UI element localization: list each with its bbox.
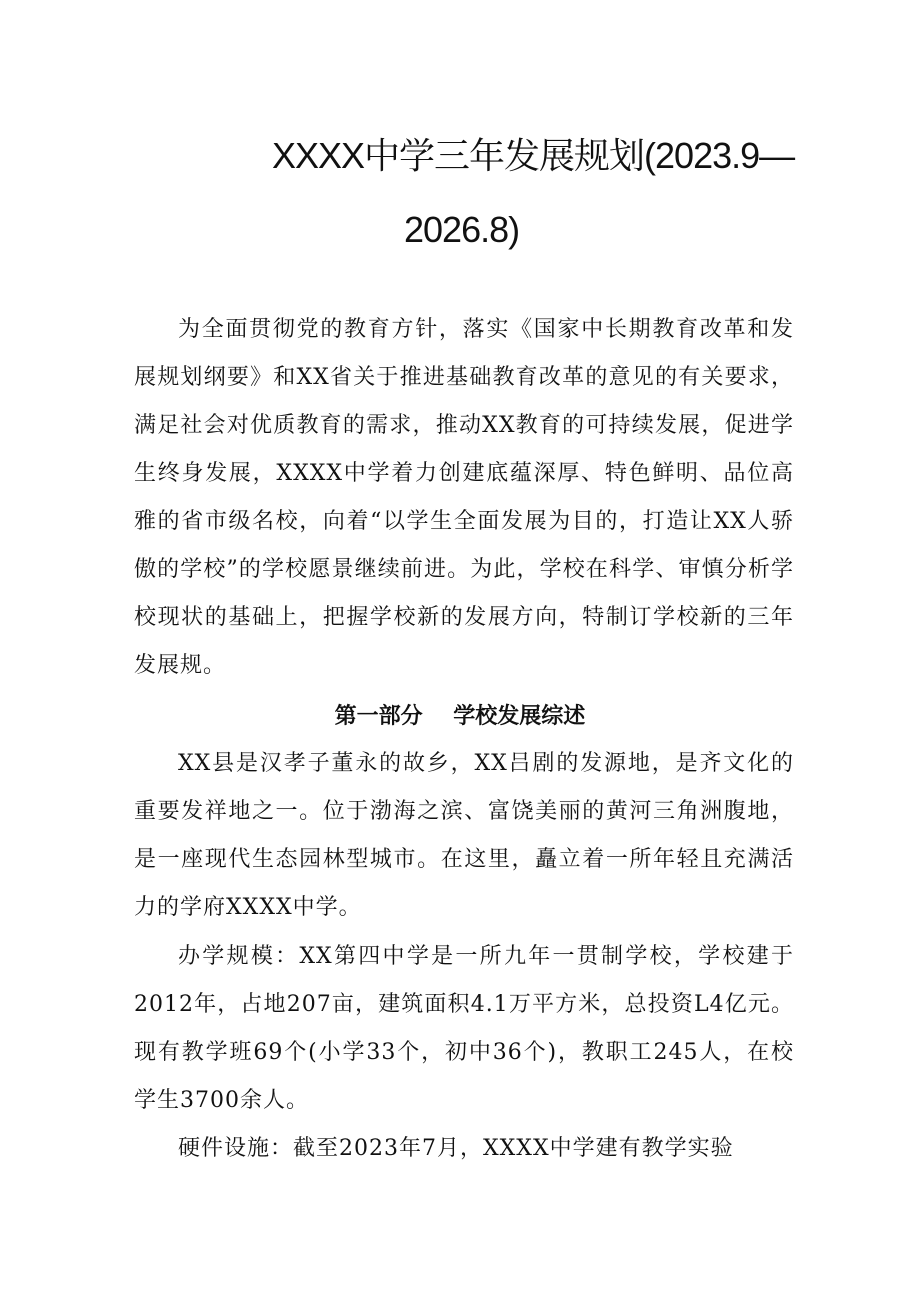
document-title-line-1: XXXX中学三年发展规划(2023.9— [272,135,795,176]
body-paragraph: XX县是汉孝子董永的故乡，XX吕剧的发源地，是齐文化的重要发祥地之一。位于渤海之滨、富饶美丽的黄河三角洲腹地，是一座现代生态园林型城市。在这里，矗立着一所年轻且充满活力的学府XXXX中学。 [134,751,794,920]
intro-paragraph: 为全面贯彻党的教育方针，落实《国家中长期教育改革和发展规划纲要》和XX省关于推进基础教育改革的意见的有关要求，满足社会对优质教育的需求，推动XX教育的可持续发展，促进学生终身发展，XXXX中学着力创建底蕴深厚、特色鲜明、品位高雅的省市级名校，向着“以学生全面发展为目的，打造让XX人骄傲的学校”的学校愿景继续前进。为此，学校在科学、审慎分析学校现状的基础上，把握学校新的发展方向，特制订学校新的三年发展规。 [134,317,794,678]
document-title-line-2: 2026.8) [404,209,520,250]
body-paragraph: 硬件设施：截至2023年7月，XXXX中学建有教学实验 [178,1136,734,1161]
section-heading: 第一部分 学校发展综述 [334,704,586,729]
body-paragraph: 办学规模：XX第四中学是一所九年一贯制学校，学校建于2012年，占地207亩，建筑面积4.1万平方米，总投资L4亿元。现有教学班69个(小学33个，初中36个)，教职工245人，在校学生3700余人。 [134,944,794,1113]
